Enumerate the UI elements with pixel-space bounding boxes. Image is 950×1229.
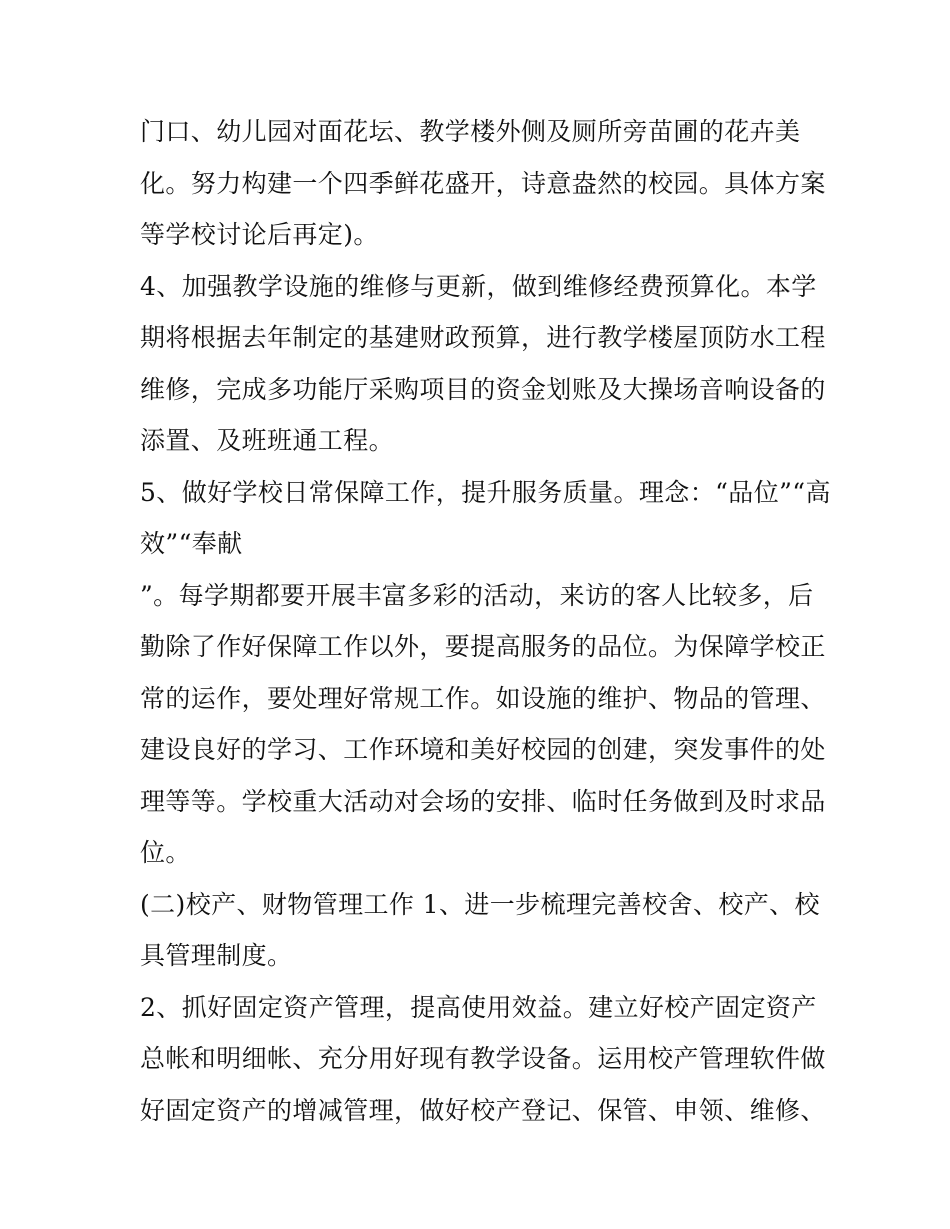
text-line: 维修，完成多功能厅采购项目的资金划账及大操场音响设备的: [140, 374, 826, 404]
text-line: 具管理制度。: [140, 941, 293, 970]
text-line: 效”“奉献: [140, 529, 243, 558]
text-line: 常的运作，要处理好常规工作。如设施的维护、物品的管理、: [140, 683, 826, 713]
text-line: 勤除了作好保障工作以外，要提高服务的品位。为保障学校正: [140, 632, 826, 661]
text-line: 等学校讨论后再定)。: [140, 220, 379, 249]
text-line: 位。: [140, 838, 191, 867]
text-line: 理等等。学校重大活动对会场的安排、临时任务做到及时求品: [140, 786, 826, 816]
text-line: (二)校产、财物管理工作 1、进一步梳理完善校舍、校产、校: [140, 889, 820, 919]
text-line: 好固定资产的增减管理，做好校产登记、保管、申领、维修、: [140, 1095, 826, 1125]
text-line: ”。每学期都要开展丰富多彩的活动，来访的客人比较多，后: [140, 580, 814, 610]
text-line: 门口、幼儿园对面花坛、教学楼外侧及厕所旁苗圃的花卉美: [140, 117, 801, 146]
text-line: 5、做好学校日常保障工作，提升服务质量。理念：“品位”“高: [140, 477, 831, 507]
body-text: [140, 106, 830, 1136]
text-line: 期将根据去年制定的基建财政预算，进行教学楼屋顶防水工程: [140, 323, 826, 352]
text-line: 2、抓好固定资产管理，提高使用效益。建立好校产固定资产: [140, 992, 817, 1022]
text-line: 4、加强教学设施的维修与更新，做到维修经费预算化。本学: [140, 271, 817, 301]
text-line: 总帐和明细帐、充分用好现有教学设备。运用校产管理软件做: [140, 1044, 826, 1073]
text-line: 添置、及班班通工程。: [140, 426, 395, 455]
text-line: 建设良好的学习、工作环境和美好校园的创建，突发事件的处: [140, 735, 826, 764]
text-line: 化。努力构建一个四季鲜花盛开，诗意盎然的校园。具体方案: [140, 168, 826, 198]
